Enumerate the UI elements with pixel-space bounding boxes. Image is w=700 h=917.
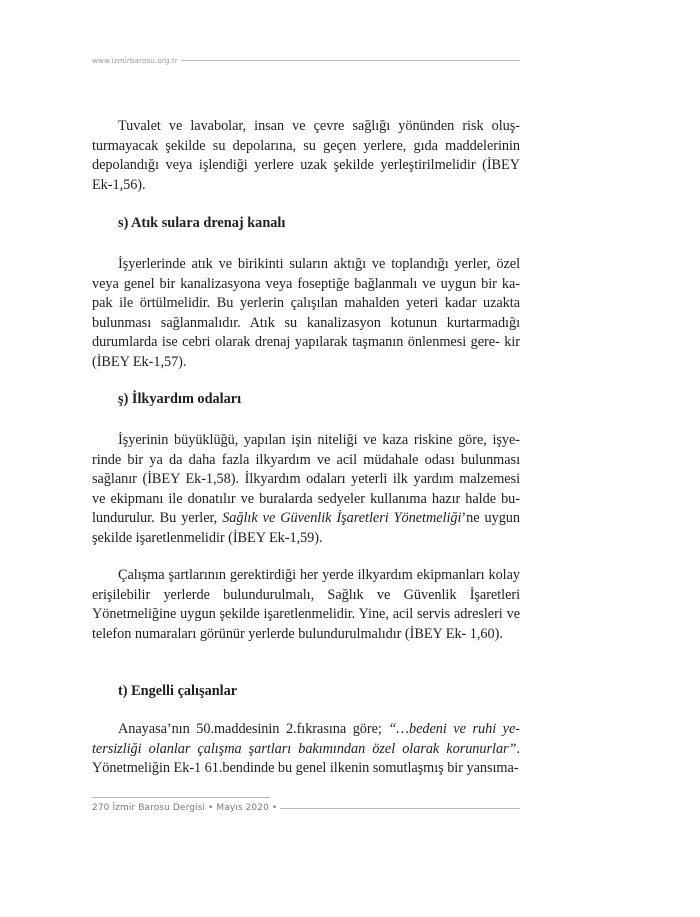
- footer-text: 270 İzmir Barosu Dergisi • Mayıs 2020 •: [92, 803, 278, 813]
- header-rule: [181, 60, 520, 61]
- paragraph-text-part: İşyerinin büyüklüğü, yapılan işin niteliği ve kaza riskine göre, işye- rinde bir ya da daha fazla ilkyardım ve acil müdahale odası bulunması sağlanır (İBEY Ek-1,58). İlkyardım odaları yeterli ilk yardım malzemesi ve ekipmanı ile donatılır ve buralarda sedyeler kullanıma hazır halde bu- lundurulur. Bu yerler,: [92, 432, 520, 527]
- heading-engelli: t) Engelli çalışanlar: [118, 683, 238, 699]
- heading-atik-sulara: s) Atık sulara drenaj kanalı: [118, 215, 286, 231]
- running-footer: [92, 801, 520, 815]
- regulation-title: Sağlık ve Güvenlik İşaretleri Yönetmeliği: [222, 510, 462, 527]
- paragraph-ilkyardim: [92, 431, 520, 549]
- header-url: www.izmirbarosu.org.tr: [92, 55, 178, 65]
- paragraph-text: İşyerlerinde atık ve birikinti suların aktığı ve toplandığı yerler, özel veya genel bir kanalizasyona veya foseptiğe bağlanmalı ve uygun bir ka- pak ile örtülmelidir. Bu yerlerin çalışılan mahalden yeteri kadar uzakta bulunması sağlanmalıdır. Atık su kanalizasyon kotunun kurtarmadığı durumlarda ise cebri olarak drenaj yapılarak taşmanın önlenmesi gere- kir (İBEY Ek-1,57).: [92, 256, 520, 370]
- paragraph-text-part: ’ne uygun şekilde işaretlenmelidir (İBEY Ek-1,59).: [92, 510, 520, 546]
- paragraph-atik-su: [92, 255, 520, 373]
- paragraph-anayasa: [92, 720, 520, 779]
- paragraph-text-part: Anayasa’nın 50.maddesinin 2.fıkrasına göre;: [118, 721, 382, 737]
- footer-rule: [280, 808, 520, 809]
- section-heading-t: [92, 682, 520, 702]
- paragraph-calisma: [92, 566, 520, 644]
- paragraph-text: Çalışma şartlarının gerektirdiği her yerde ilkyardım ekipmanları kolay erişilebilir yerlerde bulundurulmalı, Sağlık ve Güvenlik İşaretleri Yönetmeliğine uygun şekilde işaretlenmelidir. Yine, acil servis adresleri ve telefon numaraları görünür yerlerde bulundurulmalıdır (İBEY Ek- 1,60).: [92, 567, 520, 642]
- paragraph-text: [92, 720, 520, 779]
- heading-ilkyardim: ş) İlkyardım odaları: [118, 391, 242, 407]
- paragraph-text: [92, 431, 520, 549]
- footer-top-rule: [92, 797, 270, 798]
- running-header: [92, 54, 520, 66]
- paragraph-tuvalet: [92, 117, 520, 195]
- constitution-quote: “…bedeni ve ruhi ye- tersizliği olanlar çalışma şartları bakımından özel olarak korunurlar”: [92, 721, 520, 757]
- paragraph-text-part: . Yönetmeliğin Ek-1 61.bendinde bu genel ilkenin somutlaşmış bir yansıma-: [92, 740, 520, 777]
- section-heading-s: [92, 214, 520, 234]
- section-heading-sh: [92, 390, 520, 410]
- paragraph-text: Tuvalet ve lavabolar, insan ve çevre sağlığı yönünden risk oluş- turmayacak şekilde su depolarına, su geçen yerlere, gıda maddelerinin depolandığı veya işlendiği yerlere uzak şekilde yerleştirilmelidir (İBEY Ek-1,56).: [92, 118, 520, 193]
